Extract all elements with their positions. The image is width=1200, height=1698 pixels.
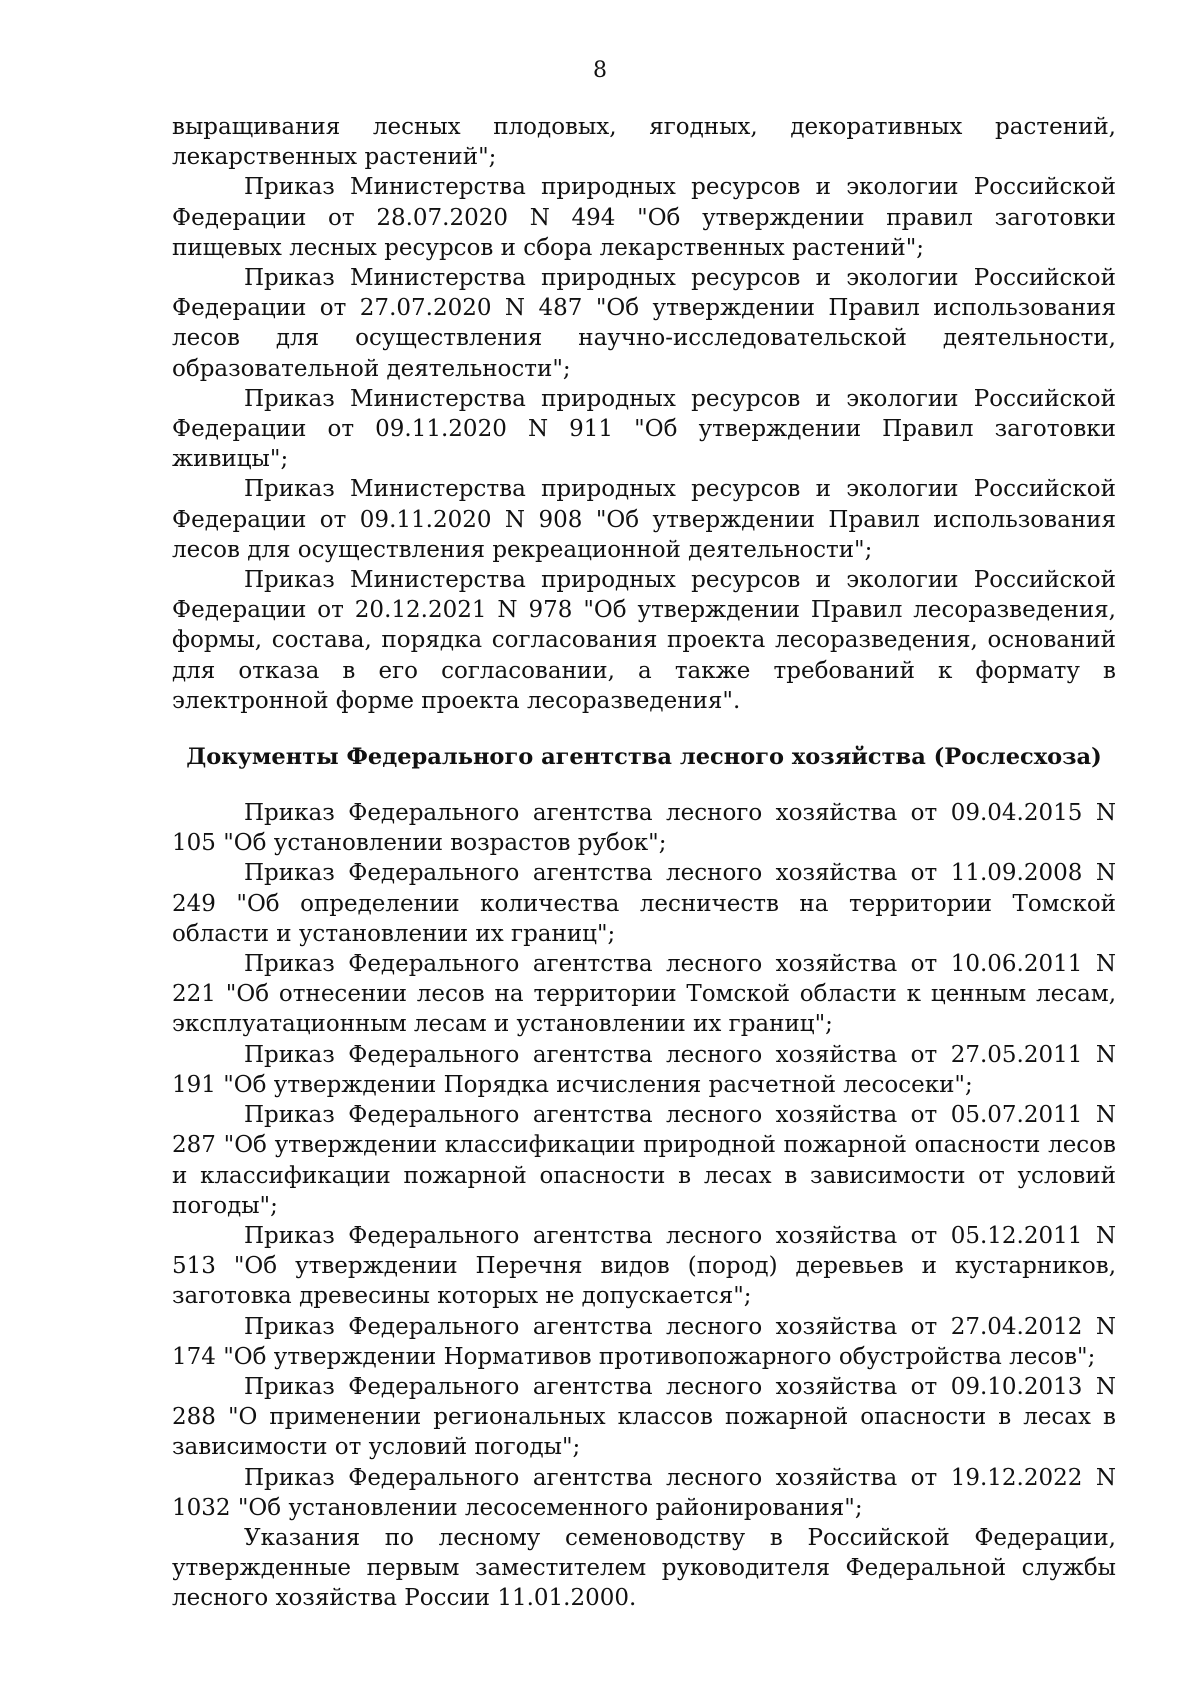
paragraph-order-249: Приказ Федерального агентства лесного хозяйства от 11.09.2008 N 249 "Об определении количества лесничеств на территории Томской области и установлении их границ";: [172, 860, 1116, 947]
paragraph-order-487: Приказ Министерства природных ресурсов и экологии Российской Федерации от 27.07.2020 N 487 "Об утверждении Правил использования лесов для осуществления научно-исследовательской деятельности, образовательной деятельности";: [172, 265, 1116, 382]
paragraph-order-174: Приказ Федерального агентства лесного хозяйства от 27.04.2012 N 174 "Об утверждении Нормативов противопожарного обустройства лесов";: [172, 1313, 1116, 1370]
paragraph-order-288: Приказ Федерального агентства лесного хозяйства от 09.10.2013 N 288 "О применении региональных классов пожарной опасности в лесах в зависимости от условий погоды";: [172, 1373, 1116, 1461]
paragraph-order-494: Приказ Министерства природных ресурсов и экологии Российской Федерации от 28.07.2020 N 494 "Об утверждении правил заготовки пищевых лесных ресурсов и сбора лекарственных растений";: [172, 174, 1116, 261]
paragraph-order-221: Приказ Федерального агентства лесного хозяйства от 10.06.2011 N 221 "Об отнесении лесов на территории Томской области к ценным лесам, эксплуатационным лесам и установлении их границ";: [172, 951, 1116, 1038]
paragraph-order-911: Приказ Министерства природных ресурсов и экологии Российской Федерации от 09.11.2020 N 911 "Об утверждении Правил заготовки живицы";: [172, 385, 1116, 473]
paragraph-order-105: Приказ Федерального агентства лесного хозяйства от 09.04.2015 N 105 "Об установлении возрастов рубок";: [172, 800, 1116, 857]
page-number: 8: [593, 58, 607, 83]
paragraph-order-191: Приказ Федерального агентства лесного хозяйства от 27.05.2011 N 191 "Об утверждении Порядка исчисления расчетной лесосеки";: [172, 1041, 1116, 1098]
paragraph-order-1032: Приказ Федерального агентства лесного хозяйства от 19.12.2022 N 1032 "Об установлении лесосеменного районирования";: [172, 1464, 1116, 1521]
section-heading: Документы Федерального агентства лесного хозяйства (Рослесхоза): [186, 744, 1102, 771]
paragraph-order-287: Приказ Федерального агентства лесного хозяйства от 05.07.2011 N 287 "Об утверждении классификации природной пожарной опасности лесов и классификации пожарной опасности в лесах в зависимости от условий погоды";: [172, 1102, 1116, 1219]
paragraph-order-513: Приказ Федерального агентства лесного хозяйства от 05.12.2011 N 513 "Об утверждении Перечня видов (пород) деревьев и кустарников, заготовка древесины которых не допускается";: [172, 1222, 1116, 1310]
paragraph-order-978: Приказ Министерства природных ресурсов и экологии Российской Федерации от 20.12.2021 N 978 "Об утверждении Правил лесоразведения, формы, состава, порядка согласования проекта лесоразведения, оснований для отказа в его согласовании, а также требований к формату в электронной форме проекта лесоразведения".: [172, 567, 1116, 714]
paragraph-order-908: Приказ Министерства природных ресурсов и экологии Российской Федерации от 09.11.2020 N 908 "Об утверждении Правил использования лесов для осуществления рекреационной деятельности";: [172, 476, 1116, 563]
paragraph-seed-guidelines: Указания по лесному семеноводству в Российской Федерации, утвержденные первым заместителем руководителя Федеральной службы лесного хозяйства России 11.01.2000.: [172, 1524, 1116, 1612]
page-content: [172, 112, 1116, 1614]
paragraph-continuation: выращивания лесных плодовых, ягодных, декоративных растений, лекарственных растений";: [172, 114, 1116, 171]
